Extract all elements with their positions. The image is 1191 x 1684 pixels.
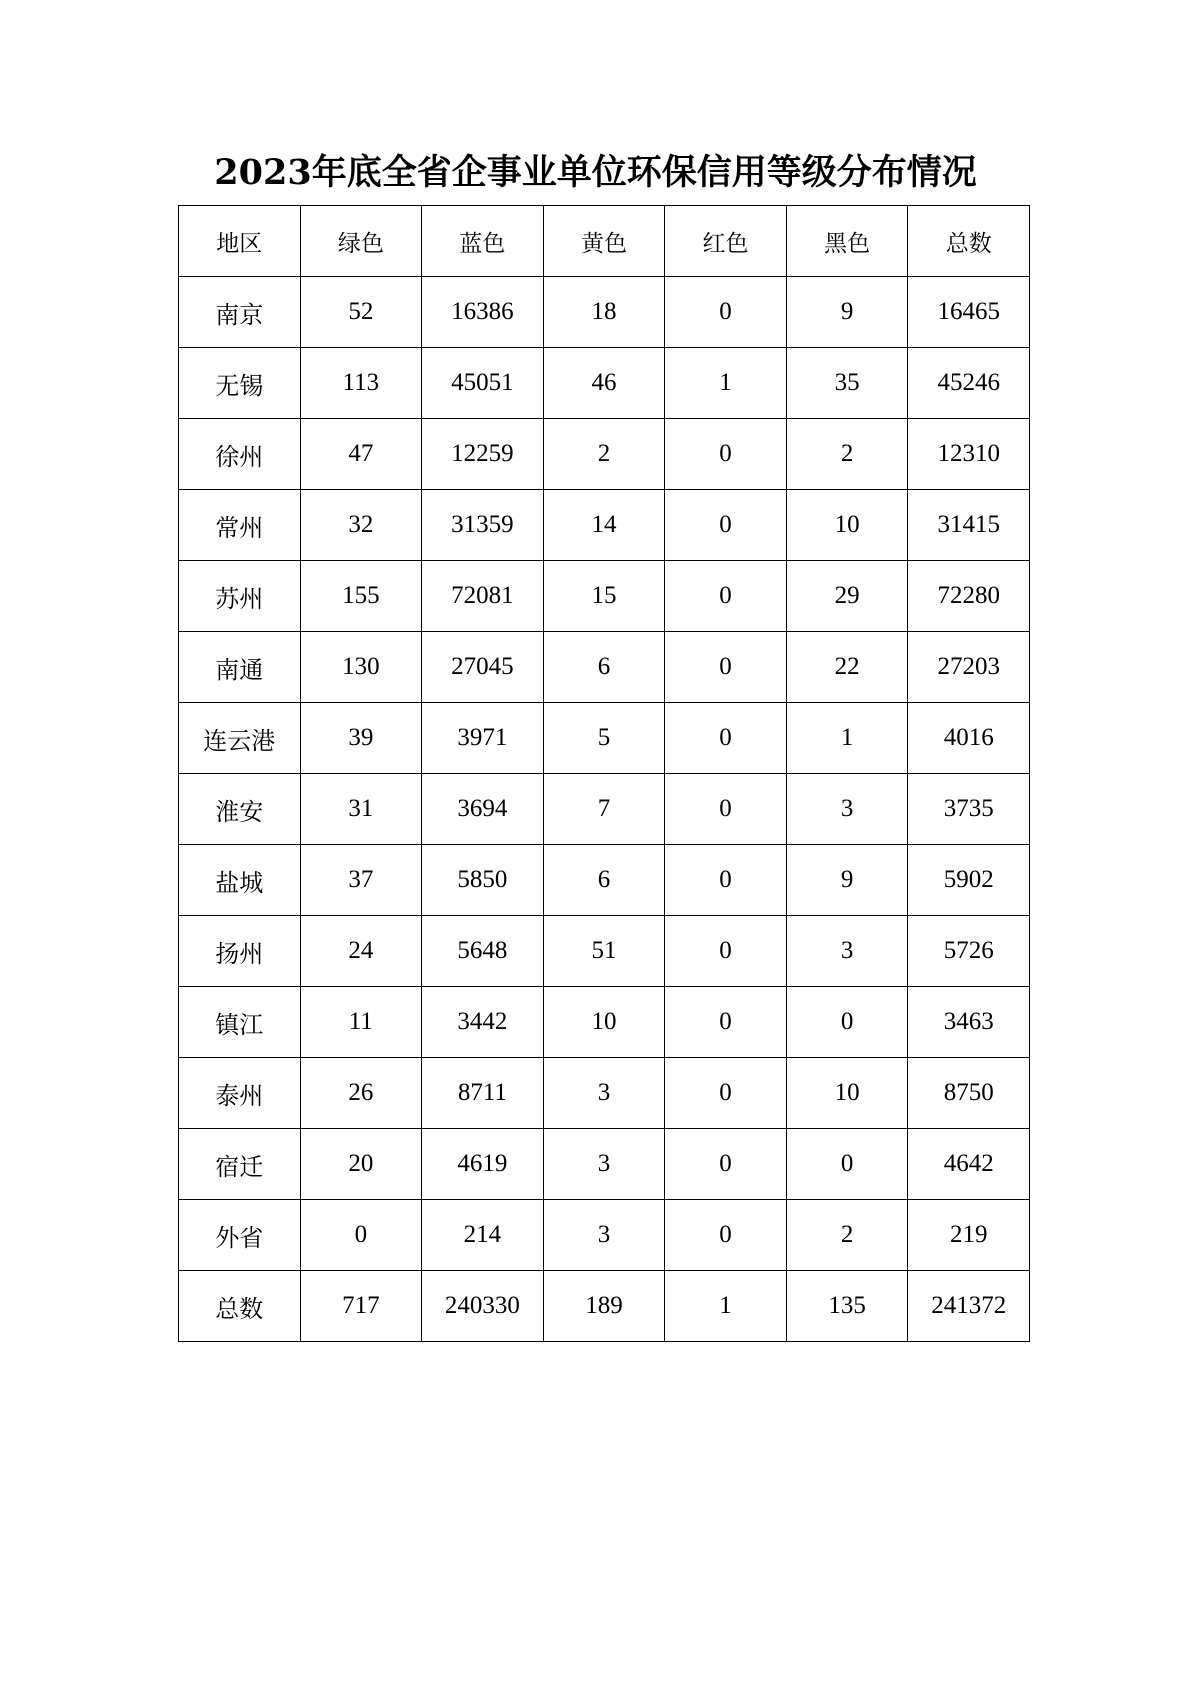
cell-region: 南通 <box>179 632 301 703</box>
table-row <box>179 916 1030 987</box>
cell-green: 39 <box>300 703 422 774</box>
cell-red: 0 <box>665 916 787 987</box>
cell-total: 31415 <box>908 490 1030 561</box>
table-header <box>179 206 1030 277</box>
cell-region: 南京 <box>179 277 301 348</box>
header-green: 绿色 <box>300 206 422 277</box>
table-row <box>179 277 1030 348</box>
cell-blue: 27045 <box>422 632 544 703</box>
cell-black: 22 <box>786 632 908 703</box>
cell-black: 1 <box>786 703 908 774</box>
table-row <box>179 632 1030 703</box>
cell-total: 4016 <box>908 703 1030 774</box>
header-red: 红色 <box>665 206 787 277</box>
cell-red: 1 <box>665 1271 787 1342</box>
cell-black: 3 <box>786 774 908 845</box>
cell-blue: 12259 <box>422 419 544 490</box>
cell-black: 2 <box>786 419 908 490</box>
header-black: 黑色 <box>786 206 908 277</box>
cell-black: 2 <box>786 1200 908 1271</box>
cell-region: 总数 <box>179 1271 301 1342</box>
table-row <box>179 703 1030 774</box>
cell-green: 31 <box>300 774 422 845</box>
cell-total: 4642 <box>908 1129 1030 1200</box>
cell-black: 0 <box>786 1129 908 1200</box>
cell-total: 5726 <box>908 916 1030 987</box>
cell-yellow: 3 <box>543 1058 665 1129</box>
header-region: 地区 <box>179 206 301 277</box>
table-row <box>179 490 1030 561</box>
cell-yellow: 10 <box>543 987 665 1058</box>
cell-region: 徐州 <box>179 419 301 490</box>
cell-black: 10 <box>786 1058 908 1129</box>
cell-red: 0 <box>665 987 787 1058</box>
cell-blue: 31359 <box>422 490 544 561</box>
cell-total: 3463 <box>908 987 1030 1058</box>
cell-green: 47 <box>300 419 422 490</box>
cell-total: 241372 <box>908 1271 1030 1342</box>
cell-total: 27203 <box>908 632 1030 703</box>
cell-blue: 8711 <box>422 1058 544 1129</box>
table-row <box>179 561 1030 632</box>
cell-red: 0 <box>665 561 787 632</box>
cell-total: 5902 <box>908 845 1030 916</box>
header-row <box>179 206 1030 277</box>
cell-red: 0 <box>665 774 787 845</box>
cell-red: 0 <box>665 1058 787 1129</box>
cell-yellow: 7 <box>543 774 665 845</box>
table-row <box>179 987 1030 1058</box>
cell-yellow: 14 <box>543 490 665 561</box>
table-row <box>179 419 1030 490</box>
cell-black: 35 <box>786 348 908 419</box>
cell-total: 219 <box>908 1200 1030 1271</box>
cell-region: 镇江 <box>179 987 301 1058</box>
cell-red: 0 <box>665 1200 787 1271</box>
cell-total: 3735 <box>908 774 1030 845</box>
table-row <box>179 1200 1030 1271</box>
cell-blue: 45051 <box>422 348 544 419</box>
cell-blue: 4619 <box>422 1129 544 1200</box>
cell-blue: 72081 <box>422 561 544 632</box>
cell-yellow: 189 <box>543 1271 665 1342</box>
cell-red: 0 <box>665 277 787 348</box>
cell-region: 连云港 <box>179 703 301 774</box>
cell-blue: 16386 <box>422 277 544 348</box>
table-row <box>179 774 1030 845</box>
cell-yellow: 15 <box>543 561 665 632</box>
cell-green: 717 <box>300 1271 422 1342</box>
cell-green: 11 <box>300 987 422 1058</box>
cell-yellow: 5 <box>543 703 665 774</box>
cell-green: 130 <box>300 632 422 703</box>
table-row <box>179 1129 1030 1200</box>
table-row <box>179 1271 1030 1342</box>
cell-black: 9 <box>786 845 908 916</box>
cell-red: 0 <box>665 845 787 916</box>
cell-black: 3 <box>786 916 908 987</box>
document-title: 2023年底全省企事业单位环保信用等级分布情况 <box>214 152 977 193</box>
cell-region: 无锡 <box>179 348 301 419</box>
cell-red: 0 <box>665 703 787 774</box>
cell-blue: 240330 <box>422 1271 544 1342</box>
cell-black: 10 <box>786 490 908 561</box>
cell-total: 45246 <box>908 348 1030 419</box>
cell-yellow: 3 <box>543 1200 665 1271</box>
cell-green: 155 <box>300 561 422 632</box>
cell-black: 135 <box>786 1271 908 1342</box>
table-row <box>179 1058 1030 1129</box>
cell-yellow: 46 <box>543 348 665 419</box>
cell-total: 8750 <box>908 1058 1030 1129</box>
cell-total: 12310 <box>908 419 1030 490</box>
table-body <box>179 277 1030 1342</box>
cell-green: 113 <box>300 348 422 419</box>
cell-region: 苏州 <box>179 561 301 632</box>
cell-red: 0 <box>665 632 787 703</box>
cell-yellow: 6 <box>543 632 665 703</box>
cell-green: 52 <box>300 277 422 348</box>
cell-red: 0 <box>665 419 787 490</box>
cell-black: 0 <box>786 987 908 1058</box>
cell-yellow: 18 <box>543 277 665 348</box>
cell-black: 9 <box>786 277 908 348</box>
cell-yellow: 2 <box>543 419 665 490</box>
cell-region: 泰州 <box>179 1058 301 1129</box>
cell-green: 24 <box>300 916 422 987</box>
cell-blue: 3694 <box>422 774 544 845</box>
cell-region: 外省 <box>179 1200 301 1271</box>
cell-red: 1 <box>665 348 787 419</box>
cell-green: 32 <box>300 490 422 561</box>
header-total: 总数 <box>908 206 1030 277</box>
cell-blue: 214 <box>422 1200 544 1271</box>
cell-green: 37 <box>300 845 422 916</box>
cell-yellow: 6 <box>543 845 665 916</box>
credit-level-table <box>178 205 1030 1342</box>
cell-region: 常州 <box>179 490 301 561</box>
cell-black: 29 <box>786 561 908 632</box>
cell-green: 20 <box>300 1129 422 1200</box>
table-row <box>179 845 1030 916</box>
cell-red: 0 <box>665 1129 787 1200</box>
cell-region: 淮安 <box>179 774 301 845</box>
cell-green: 0 <box>300 1200 422 1271</box>
cell-blue: 5850 <box>422 845 544 916</box>
cell-yellow: 3 <box>543 1129 665 1200</box>
table-row <box>179 348 1030 419</box>
cell-blue: 3971 <box>422 703 544 774</box>
cell-region: 扬州 <box>179 916 301 987</box>
cell-region: 盐城 <box>179 845 301 916</box>
cell-total: 16465 <box>908 277 1030 348</box>
cell-blue: 3442 <box>422 987 544 1058</box>
cell-total: 72280 <box>908 561 1030 632</box>
cell-red: 0 <box>665 490 787 561</box>
cell-green: 26 <box>300 1058 422 1129</box>
header-blue: 蓝色 <box>422 206 544 277</box>
cell-blue: 5648 <box>422 916 544 987</box>
header-yellow: 黄色 <box>543 206 665 277</box>
cell-yellow: 51 <box>543 916 665 987</box>
cell-region: 宿迁 <box>179 1129 301 1200</box>
